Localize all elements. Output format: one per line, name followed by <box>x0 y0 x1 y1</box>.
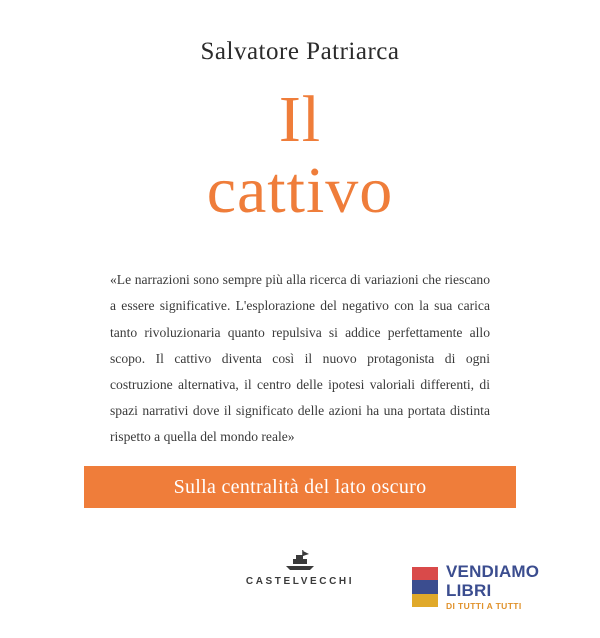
title-line-2: cattivo <box>206 153 394 227</box>
publisher-mark-icon <box>283 550 317 572</box>
subtitle-text: Sulla centralità del lato oscuro <box>173 475 427 498</box>
badge-line-3: DI TUTTI A TUTTI <box>446 601 522 612</box>
badge-line-1: VENDIAMO <box>446 562 540 582</box>
subtitle-band <box>84 466 516 508</box>
book-title <box>0 83 600 227</box>
badge-line-2: LIBRI <box>446 581 492 601</box>
cover-blurb: «Le narrazioni sono sempre più alla ricerca di variazioni che riescano a essere significative. L'esplorazione del negativo con la sua carica tanto rivoluzionaria quanto repulsiva si addice perfettamente allo scopo. Il cattivo diventa così il nuovo protagonista di ogni costruzione alternativa, il centro delle ipotesi valoriali differenti, di spazi narrativi dove il significato delle azioni ha una portata distinta rispetto a quella del mondo reale» <box>110 272 490 444</box>
publisher-name: CASTELVECCHI <box>245 576 355 587</box>
badge-stripes-icon <box>412 567 438 607</box>
vendiamolibri-badge <box>412 558 582 616</box>
author-name: Salvatore Patriarca <box>200 38 400 65</box>
title-line-1: Il <box>278 83 322 156</box>
book-cover <box>0 38 600 638</box>
